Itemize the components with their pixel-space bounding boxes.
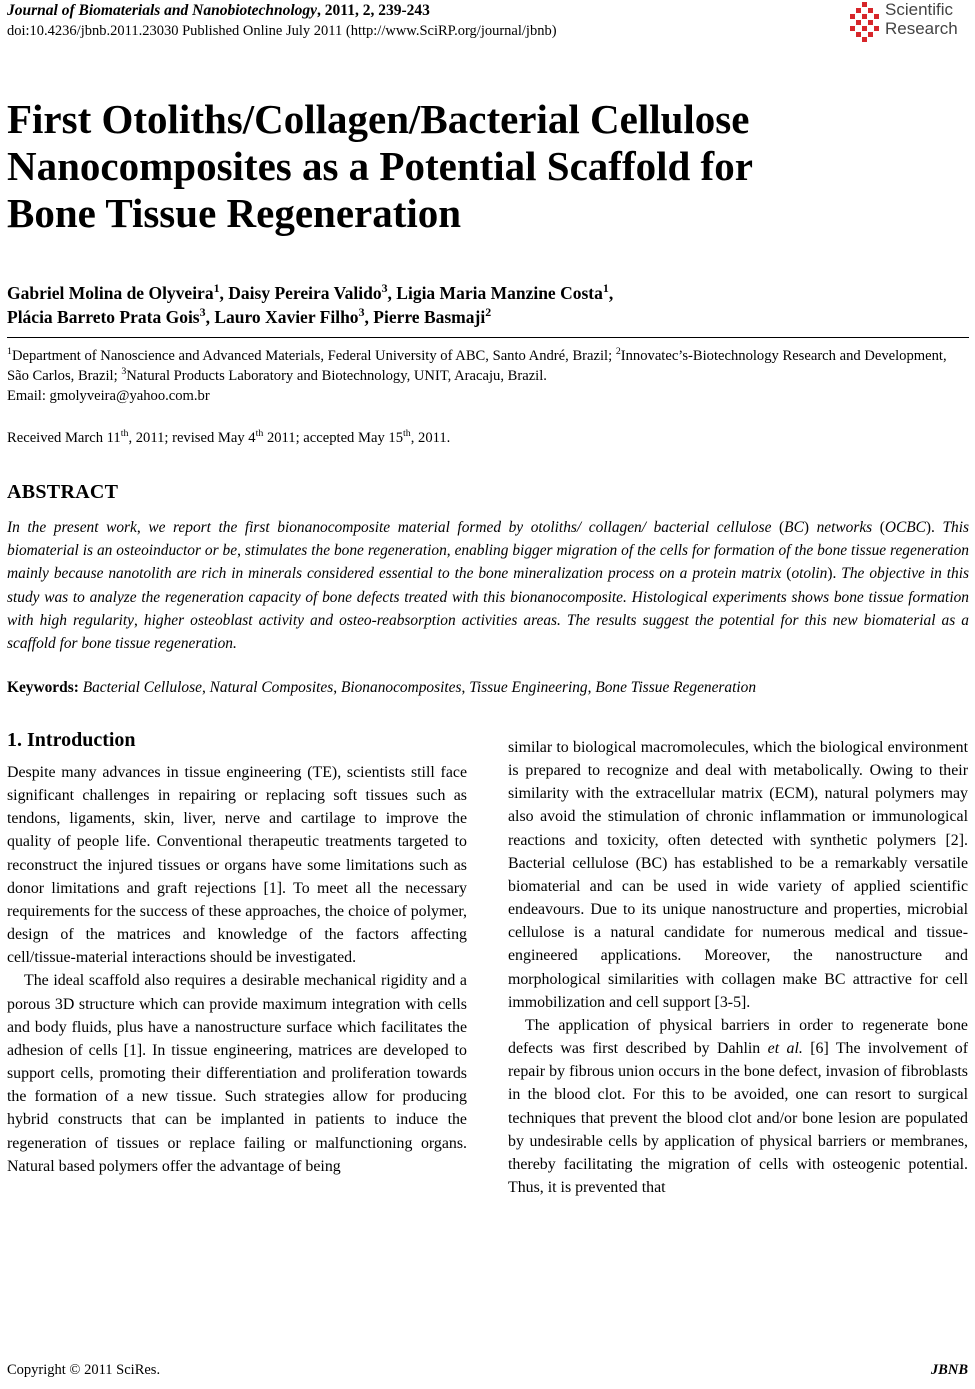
abstract-punct: ,: [446, 542, 455, 560]
author-affil-sup: 2: [485, 305, 492, 320]
keywords-colon: :: [73, 679, 83, 696]
body-text: The application of physical barriers in order to regenerate bone defects was first described by Dahlin: [508, 1016, 968, 1058]
keyword-sep: ,: [461, 679, 470, 696]
affil-sup: 1: [7, 346, 12, 358]
received-dates: [7, 430, 450, 447]
body-paragraph: Despite many advances in tissue engineering (TE), scientists still face significant challenges in repairing or replacing soft tissues such as tendons, ligaments, skin, liver, nerve and cartilage to improve the quality of people life. Conventional therapeutic treatments targeted to reconstruct the injured tissues or organs have some limitations such as donor limitations and graft rejections [1]. To meet all the necessary requirements for the success of these approaches, the choice of polymer, design of the matrices and knowledge of the factors affecting cell/tissue-material interactions should be investigated.: [7, 764, 468, 967]
abstract-segment: we report the first bionanocomposite material formed by otoliths/ collagen/ bacterial cellulose: [148, 519, 772, 536]
abstract-segment: networks: [816, 519, 873, 536]
affiliation-1: Department of Nanoscience and Advanced Materials, Federal University of ABC, Santo André, Brazil;: [11, 348, 616, 364]
contact-email[interactable]: Email: gmolyveira@yahoo.com.br: [7, 388, 210, 404]
abstract-segment: BC: [784, 519, 804, 536]
abstract-punct: (: [781, 565, 792, 583]
author-sep: ,: [364, 307, 374, 327]
ordinal-sup: th: [255, 428, 264, 440]
scientific-research-logo-icon: [848, 2, 882, 42]
body-paragraph: [508, 1014, 968, 1199]
title-line: First Otoliths/Collagen/Bacterial Cellulose: [7, 96, 750, 142]
journal-abbrev-footer: JBNB: [930, 1362, 968, 1378]
keywords: [7, 679, 972, 697]
keyword: Bone Tissue Regeneration: [595, 679, 757, 696]
keyword: Natural Composites: [209, 679, 334, 696]
received-text: , 2011; revised May 4: [128, 430, 256, 446]
abstract-segment: higher osteoblast activity and osteo-reabsorption activities areas. The results suggest the potential for this new biomaterial as a scaffold for bone tissue regeneration.: [7, 611, 969, 653]
author-name: Daisy Pereira Valido: [228, 283, 382, 303]
keyword: Bionanocomposites: [340, 679, 462, 696]
author-line: [7, 305, 967, 329]
body-paragraph: The ideal scaffold also requires a desirable mechanical rigidity and a porous 3D structure which can provide maximum integration with cells and body fluids, plus have a nanostructure surface which facilitates the adhesion of cells [1]. In tissue engineering, matrices are developed to support cells, promoting their differentiation and proliferation towards the formation of a new tissue. Such strategies allow for producing hybrid constructs that can be implanted in patients to induce the regeneration of tissues or replace failing or malfunctioning organs. Natural based polymers offer the advantage of being: [7, 972, 467, 1175]
affiliation-2: Innovatec’s-Biotechnology Research and Development, São Carlos, Brazil;: [7, 348, 947, 384]
keywords-label: Keywords: [7, 679, 74, 696]
author-affil-sup: 1: [213, 281, 220, 296]
abstract-heading: ABSTRACT: [7, 481, 119, 503]
author-name: Lauro Xavier Filho: [214, 307, 359, 327]
title-line: Bone Tissue Regeneration: [7, 190, 462, 236]
affil-sup: 2: [615, 346, 621, 358]
header-divider: [7, 337, 969, 338]
author-affil-sup: 1: [602, 281, 609, 296]
author-name: Ligia Maria Manzine Costa: [396, 283, 603, 303]
copyright-footer: Copyright © 2011 SciRes.: [7, 1362, 161, 1378]
abstract-punct: (: [872, 519, 885, 536]
abstract-segment: enabling bigger migration of the cells for formation of the bone tissue regeneration mainly because nanotolith are rich in minerals considered essential to the bone mineralization process on a protein matrix: [7, 542, 969, 583]
publisher-logo: [848, 0, 970, 44]
author-sep: ,: [608, 283, 614, 303]
abstract-punct: ,: [136, 519, 149, 536]
section-heading-introduction: 1. Introduction: [7, 729, 136, 751]
keyword-sep: ,: [587, 679, 596, 696]
publisher-name-line2: Research: [885, 19, 958, 38]
author-sep: ,: [387, 283, 397, 303]
body-column-left: [7, 727, 467, 1178]
ordinal-sup: th: [403, 428, 411, 440]
abstract-punct: (: [771, 519, 785, 536]
publisher-name: [885, 0, 958, 38]
abstract-segment: otolin: [791, 565, 828, 583]
author-name: Pierre Basmaji: [373, 307, 486, 327]
abstract-segment: OCBC: [884, 519, 926, 536]
keyword-sep: ,: [333, 679, 341, 696]
journal-citation: , 2011, 2, 239-243: [317, 2, 430, 19]
keyword-sep: ,: [201, 679, 210, 696]
publisher-name-line1: Scientific: [885, 0, 954, 19]
abstract-segment: This biomaterial is an osteoinductor or be: [7, 519, 969, 560]
keyword: Bacterial Cellulose: [82, 679, 202, 696]
author-name: Plácia Barreto Prata Gois: [7, 307, 200, 327]
body-text-italic: et al.: [767, 1040, 803, 1058]
affiliation-3: Natural Products Laboratory and Biotechnology, UNIT, Aracaju, Brazil.: [126, 368, 547, 384]
journal-header: [7, 2, 430, 20]
author-sep: ,: [205, 307, 215, 327]
journal-name: Journal of Biomaterials and Nanobiotechnology: [7, 2, 318, 19]
author-affil-sup: 3: [358, 305, 365, 320]
keyword: Tissue Engineering: [469, 679, 588, 696]
abstract-segment: In the present work: [7, 519, 137, 536]
author-name: Gabriel Molina de Olyveira: [7, 283, 214, 303]
received-text: , 2011.: [410, 430, 451, 446]
abstract-segment: The objective in this study was to analyze the regeneration capacity of bone defects treated with this bionanocomposite. Histological experiments shows bone tissue formation with high regularity: [7, 565, 969, 629]
ordinal-sup: th: [120, 428, 129, 440]
received-text: Received March 11: [7, 430, 121, 446]
title-line: Nanocomposites as a Potential Scaffold for: [7, 143, 753, 189]
author-sep: ,: [219, 283, 229, 303]
author-affil-sup: 3: [381, 281, 388, 296]
affiliation-text: [7, 346, 972, 386]
affil-sup: 3: [121, 366, 127, 378]
author-line: [7, 281, 967, 305]
abstract-text: [7, 516, 969, 655]
author-list: [7, 281, 967, 329]
abstract-punct: ): [803, 519, 817, 536]
abstract-punct: ).: [925, 519, 943, 536]
abstract-punct: ,: [237, 542, 245, 560]
abstract-segment: stimulates the bone regeneration: [244, 542, 447, 560]
doi-line: doi:10.4236/jbnb.2011.23030 Published Online July 2011 (http://www.SciRP.org/journal/jbnb): [7, 23, 557, 39]
body-text: [6] The involvement of repair by fibrous union occurs in the bone defect, invasion of fibroblasts in the blood clot. For this to be avoided, one can resort to surgical techniques that prevent the blood clot and/or bone lesion are populated by undesirable cells by application of physical barriers or membranes, thereby facilitating the migration of cells with osteogenic potential. Thus, it is prevented that: [508, 1040, 968, 1196]
received-text: 2011; accepted May 15: [263, 430, 403, 446]
author-affil-sup: 3: [199, 305, 206, 320]
body-column-right: [508, 736, 968, 1199]
abstract-punct: ,: [133, 611, 144, 629]
paper-title: [7, 96, 907, 237]
body-paragraph: similar to biological macromolecules, which the biological environment is prepared to recognize and deal with metabolically. Owing to their similarity with the extracellular matrix (ECM), natural polymers may also avoid the stimulation of chronic inflammation or immunological reactions and toxicity, often detected with synthetic polymers [2]. Bacterial cellulose (BC) has established to be a remarkably versatile biomaterial and can be used in wide variety of applied scientific endeavours. Due to its unique nanostructure and properties, microbial cellulose is a natural candidate for numerous medical and tissue-engineered applications. Moreover, the nanostructure and morphological similarities with collagen make BC attractive for cell immobilization and cell support [3-5].: [508, 739, 968, 1011]
affiliations: [7, 346, 972, 406]
abstract-punct: ).: [827, 565, 842, 583]
